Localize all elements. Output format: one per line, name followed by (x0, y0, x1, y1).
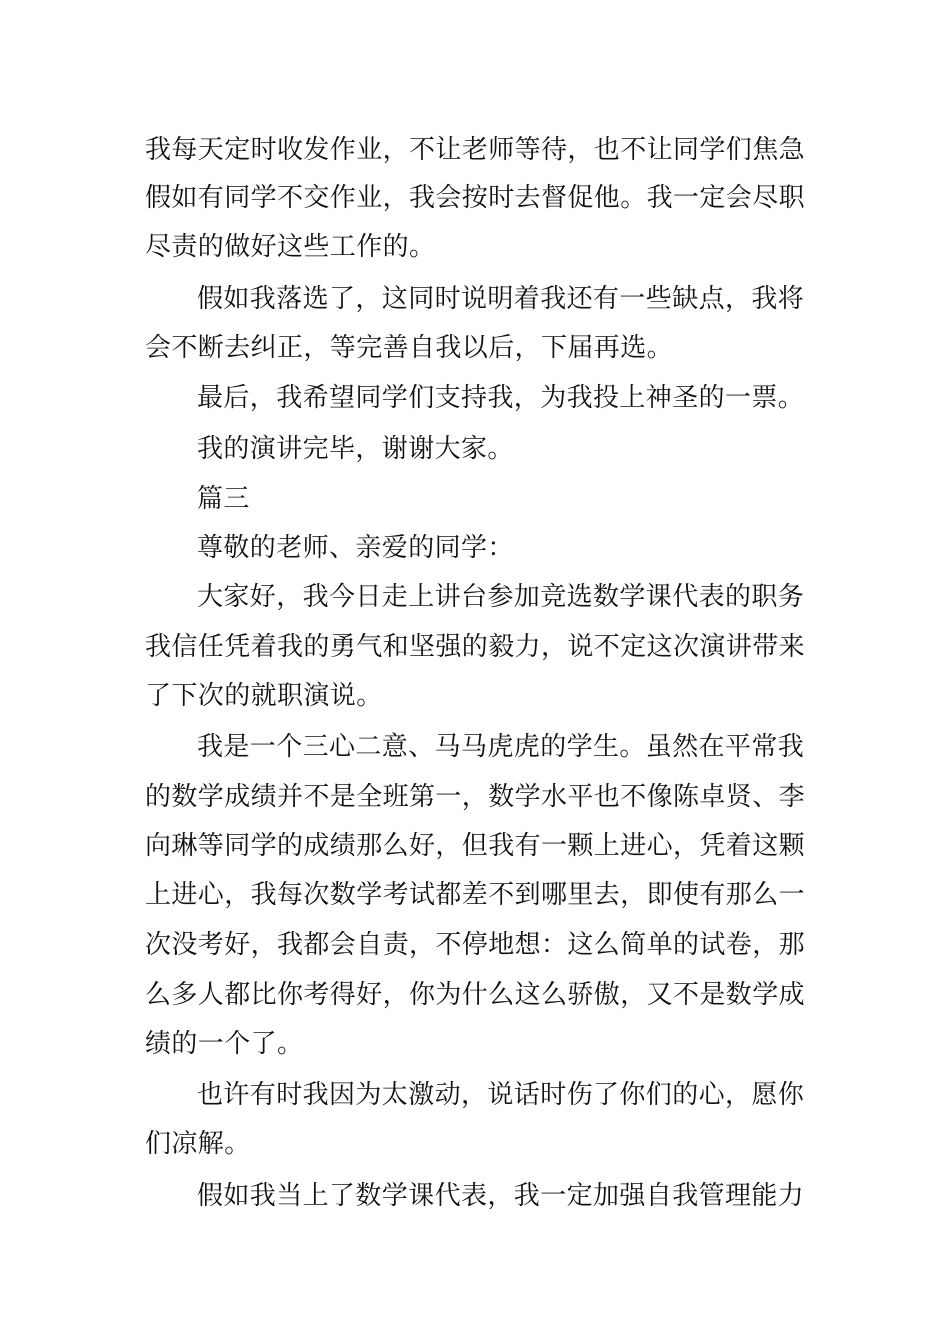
text-line: 假如我当上了数学课代表，我一定加强自我管理能力 (197, 1181, 805, 1211)
section-heading: 篇三 (197, 484, 250, 514)
text-line: 尽责的做好这些工作的。 (145, 232, 436, 262)
text-line: 我是一个三心二意、马马虎虎的学生。虽然在平常我 (197, 732, 805, 762)
text-line: 最后，我希望同学们支持我，为我投上神圣的一票。 (197, 383, 805, 413)
text-line: 上进心，我每次数学考试都差不到哪里去，即使有那么一 (145, 880, 806, 910)
text-line: 们凉解。 (145, 1129, 251, 1159)
text-line: 也许有时我因为太激动，说话时伤了你们的心，愿你 (197, 1080, 805, 1110)
text-line: 了下次的就职演说。 (145, 681, 383, 711)
text-line: 的数学成绩并不是全班第一，数学水平也不像陈卓贤、李 (145, 782, 806, 812)
text-line: 假如我落选了，这同时说明着我还有一些缺点，我将 (197, 284, 805, 314)
text-line: 我的演讲完毕，谢谢大家。 (197, 434, 514, 464)
text-line: 大家好，我今日走上讲台参加竞选数学课代表的职务 (197, 582, 805, 612)
text-line: 么多人都比你考得好，你为什么这么骄傲，又不是数学成 (145, 980, 806, 1010)
text-line: 假如有同学不交作业，我会按时去督促他。我一定会尽职 (145, 183, 806, 213)
salutation: 尊敬的老师、亲爱的同学： (197, 533, 514, 563)
text-line: 我信任凭着我的勇气和坚强的毅力，说不定这次演讲带来 (145, 632, 806, 662)
text-line: 会不断去纠正，等完善自我以后，下届再选。 (145, 333, 674, 363)
text-line: 绩的一个了。 (145, 1029, 304, 1059)
text-line: 向琳等同学的成绩那么好，但我有一颗上进心，凭着这颗 (145, 831, 806, 861)
text-line: 次没考好，我都会自责，不停地想：这么简单的试卷，那 (145, 930, 806, 960)
text-line: 我每天定时收发作业，不让老师等待，也不让同学们焦急 (145, 135, 806, 165)
